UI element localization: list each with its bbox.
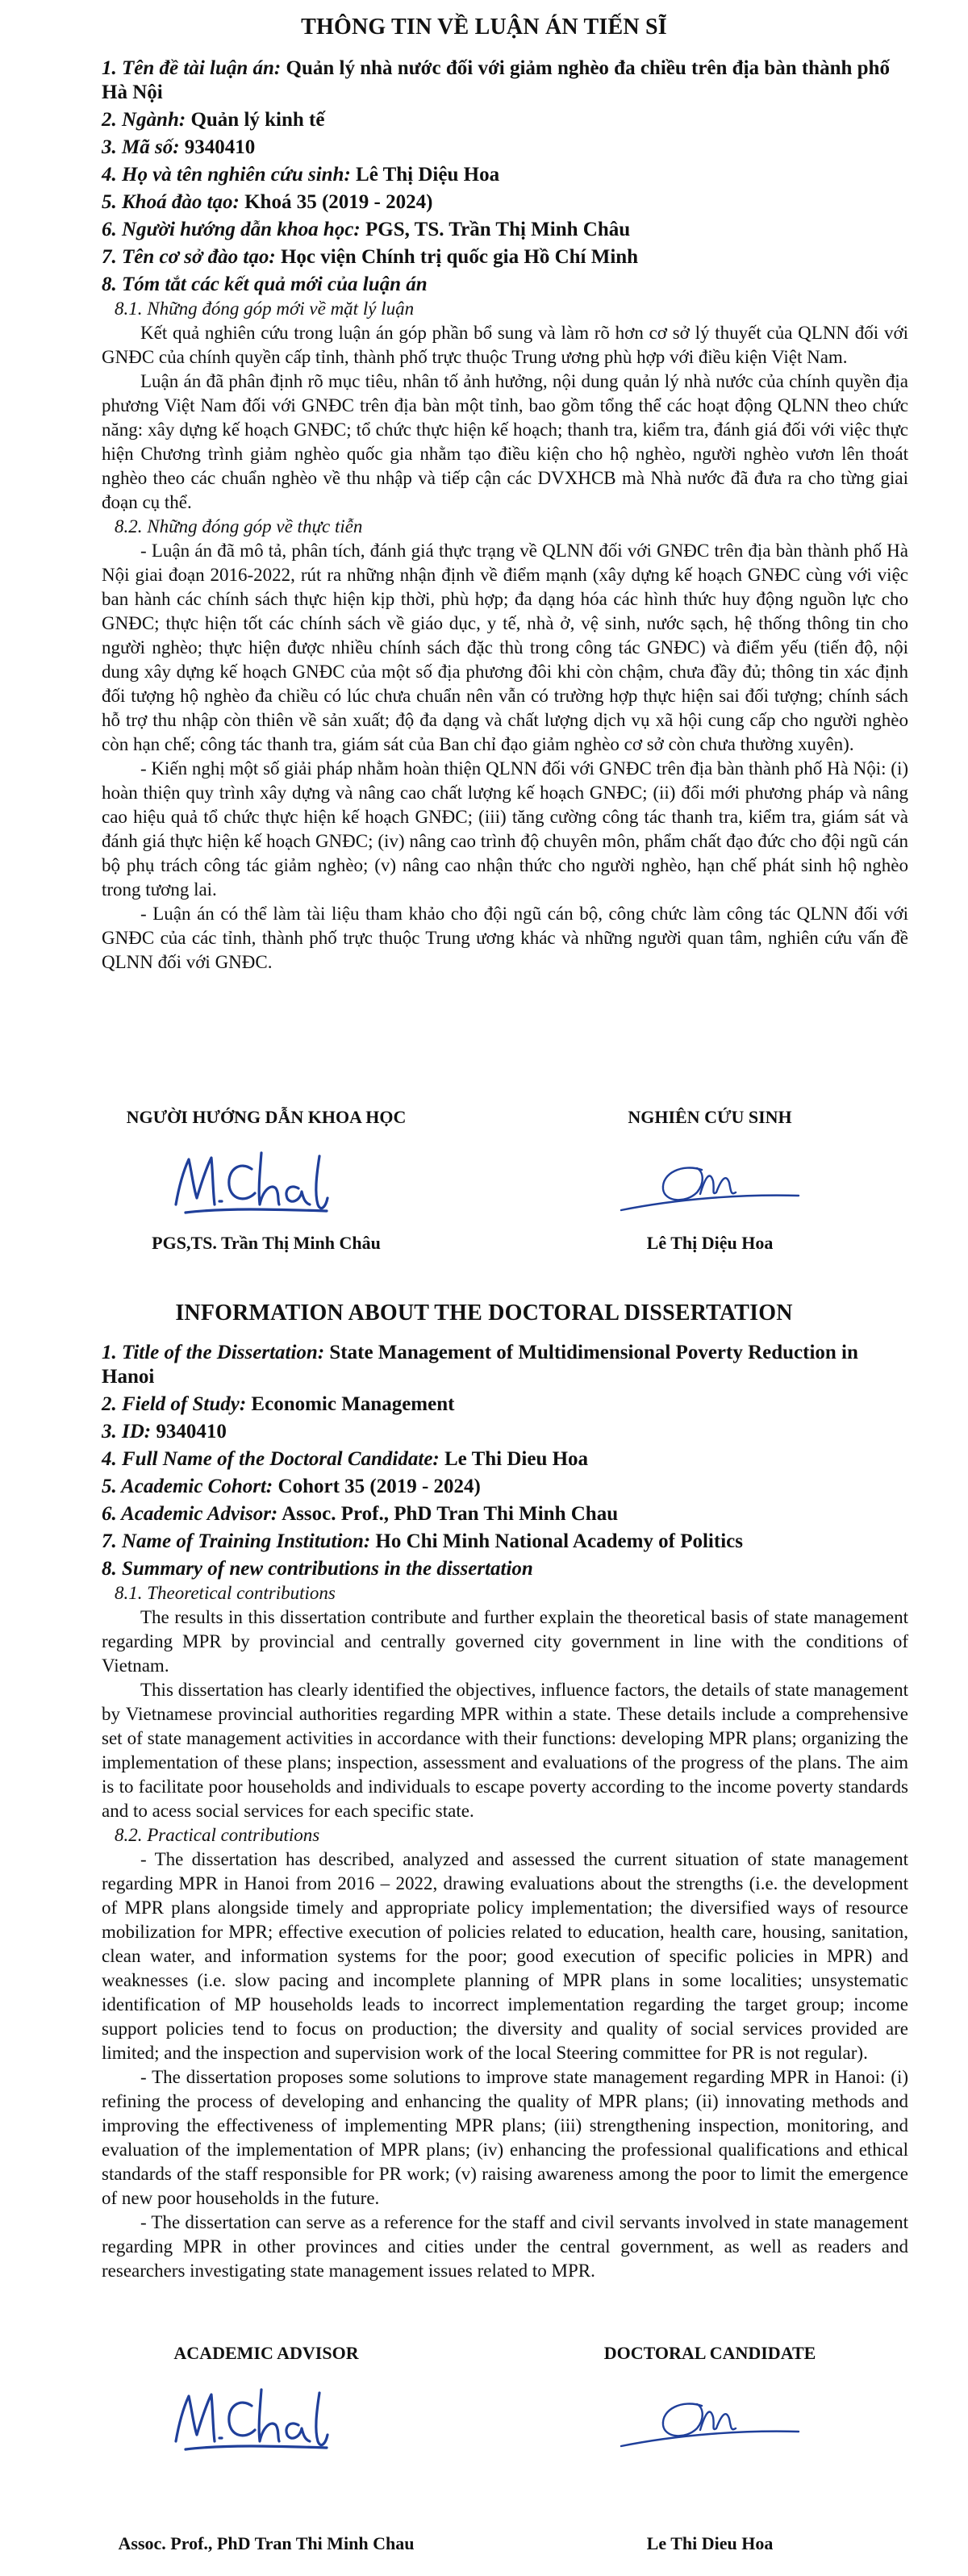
en-field-8: 8. Summary of new contributions in the dissertation	[102, 1558, 533, 1580]
vi-practice-paragraph: - Luận án có thể làm tài liệu tham khảo cho đội ngũ cán bộ, công chức làm công tác QLNN đối với GNĐC của các tỉnh, thành phố trực thuộc Trung ương khác và những người quan tâm, nghiên cứu vấn đề QLNN đối với GNĐC.	[102, 904, 908, 972]
vi-candidate-name: Lê Thị Diệu Hoa	[646, 1233, 774, 1253]
en-candidate-role: DOCTORAL CANDIDATE	[603, 2343, 816, 2363]
vi-fields	[102, 56, 908, 975]
vi-field-3: 3. Mã số: 9340410	[102, 136, 256, 158]
vi-theory-heading: 8.1. Những đóng góp mới về mặt lý luận	[115, 299, 415, 319]
en-field-1: 1. Title of the Dissertation: State Management of Multidimensional Poverty Reduction in Hanoi	[102, 1342, 858, 1388]
vi-field-4: 4. Họ và tên nghiên cứu sinh: Lê Thị Diệu Hoa	[102, 164, 500, 186]
en-field-4: 4. Full Name of the Doctoral Candidate: Le Thi Dieu Hoa	[102, 1448, 589, 1470]
en-advisor-name: Assoc. Prof., PhD Tran Thi Minh Chau	[118, 2533, 415, 2553]
vi-practice-heading: 8.2. Những đóng góp về thực tiễn	[115, 516, 363, 536]
en-field-5: 5. Academic Cohort: Cohort 35 (2019 - 2024)	[102, 1476, 481, 1497]
vi-theory-paragraph: Luận án đã phân định rõ mục tiêu, nhân tố ảnh hưởng, nội dung quản lý nhà nước của chính quyền địa phương Việt Nam đối với GNĐC trên địa bàn một tỉnh, bao gồm tổng thể các hoạt động QLNN theo chức năng: xây dựng kế hoạch GNĐC; tổ chức thực hiện kế hoạch; thanh tra, kiểm tra, đánh giá đối với việc thực hiện Chương trình giảm nghèo quốc gia nhằm tạo điều kiện cho hộ nghèo, người nghèo vươn lên thoát nghèo theo các chuẩn nghèo về thu nhập và tiếp cận các DVXHCB mà Nhà nước đã đưa ra cho từng giai đoạn cụ thể.	[102, 371, 908, 512]
en-advisor-role: ACADEMIC ADVISOR	[173, 2343, 359, 2363]
en-practice-heading: 8.2. Practical contributions	[115, 1825, 320, 1845]
en-candidate-name: Le Thi Dieu Hoa	[646, 2533, 774, 2553]
vi-field-5: 5. Khoá đào tạo: Khoá 35 (2019 - 2024)	[102, 191, 433, 213]
en-field-3: 3. ID: 9340410	[102, 1421, 227, 1442]
en-practice-paragraph: - The dissertation proposes some solutions to improve state management regarding MPR in Hanoi: (i) refining the process of developing and enhancing the quality of MPR plans; (ii) innovating methods and improving the effectiveness of implementing MPR plans; (iii) strengthening inspection, monitoring, and evaluation of the implementation of MPR plans; (iv) enhancing the professional qualifications and ethical standards of the staff responsible for PR work; (v) raising awareness among the poor to limit the emergence of new poor households in the future.	[102, 2067, 908, 2208]
vi-field-8: 8. Tóm tắt các kết quả mới của luận án	[102, 273, 428, 295]
en-practice-paragraph: - The dissertation can serve as a reference for the staff and civil servants involved in state management regarding MPR in other provinces and cities under the central government, as well as readers and researchers investigating state management issues related to MPR.	[102, 2212, 908, 2281]
en-candidate-signature	[605, 2382, 815, 2454]
vi-advisor-signature	[161, 1142, 339, 1222]
en-theory-paragraph: This dissertation has clearly identified the objectives, influence factors, the details of state management by Vietnamese provincial authorities regarding MPR within a state. These details include a comprehensive set of state management activities in accordance with their functions: developing MPR plans; organizing the implementation of these plans; inspection, assessment and evaluations of the progress of the plans. The aim is to facilitate poor households and individuals to escape poverty according to the income poverty standards and to acess social services for each specific state.	[102, 1680, 908, 1821]
vi-advisor-role: NGƯỜI HƯỚNG DẪN KHOA HỌC	[126, 1107, 407, 1127]
vi-theory-paragraph: Kết quả nghiên cứu trong luận án góp phần bổ sung và làm rõ hơn cơ sở lý thuyết của QLNN đối với GNĐC của chính quyền cấp tỉnh, thành phố trực thuộc Trung ương phù hợp với điều kiện Việt Nam.	[102, 323, 908, 367]
en-field-7: 7. Name of Training Institution: Ho Chi Minh National Academy of Politics	[102, 1530, 743, 1552]
vi-field-1: 1. Tên đề tài luận án: Quản lý nhà nước đối với giảm nghèo đa chiều trên địa bàn thành phố Hà Nội	[102, 57, 890, 103]
en-title: INFORMATION ABOUT THE DOCTORAL DISSERTATION	[175, 1301, 793, 1326]
en-field-6: 6. Academic Advisor: Assoc. Prof., PhD Tran Thi Minh Chau	[102, 1503, 619, 1525]
vi-candidate-role: NGHIÊN CỨU SINH	[628, 1107, 792, 1127]
vi-advisor-name: PGS,TS. Trần Thị Minh Châu	[152, 1233, 381, 1253]
vi-practice-paragraph: - Luận án đã mô tả, phân tích, đánh giá thực trạng về QLNN đối với GNĐC trên địa bàn thành phố Hà Nội giai đoạn 2016-2022, rút ra những nhận định về điểm mạnh (xây dựng kế hoạch GNĐC cùng với việc ban hành các chính sách thực hiện kịp thời, phù hợp; đa dạng hóa các hình thức huy động nguồn lực cho GNĐC; thực hiện tốt các chính sách về giáo dục, y tế, nhà ở, vệ sinh, nước sạch, hệ thống thông tin cho người nghèo; thực hiện được nhiều chính sách đặc thù trong công tác GNĐC) và điểm yếu (tiến độ, nội dung xây dựng kế hoạch GNĐC của một số địa phương đôi khi còn chậm, chưa đầy đủ; thông tin xác định đối tượng hộ nghèo đa chiều có lúc chưa chuẩn nên vẫn có trường hợp thực hiện sai đối tượng; chính sách hỗ trợ thu nhập còn thiên về sản xuất; độ đa dạng và chất lượng dịch vụ xã hội cung cấp cho người nghèo còn hạn chế; công tác thanh tra, giám sát của Ban chỉ đạo giảm nghèo cơ sở còn chưa thường xuyên).	[102, 541, 908, 754]
en-theory-heading: 8.1. Theoretical contributions	[115, 1583, 336, 1603]
vi-field-6: 6. Người hướng dẫn khoa học: PGS, TS. Trần Thị Minh Châu	[102, 219, 631, 240]
en-theory-paragraph: The results in this dissertation contribute and further explain the theoretical basis of state management regarding MPR by provincial and centrally governed city government in line with the conditions of Vietnam.	[102, 1607, 908, 1676]
en-practice-paragraph: - The dissertation has described, analyzed and assessed the current situation of state management regarding MPR in Hanoi from 2016 – 2022, drawing evaluations about the strengths (i.e. the development of MPR plans alongside timely and appropriate policy implementation; the diversified ways of resource mobilization for MPR; effective execution of policies related to education, health care, housing, sanitation, clean water, and information systems for the poor; good execution of specific policies in MPR) and weaknesses (i.e. slow pacing and incomplete planning of MPR plans in some localities; unsystematic identification of MP households leads to incorrect implementation regarding the target group; income support policies tend to focus on production; the diversity and quality of social services provided are limited; and the inspection and supervision work of the local Steering committee for PR is not regular).	[102, 1849, 908, 2063]
vi-title: THÔNG TIN VỀ LUẬN ÁN TIẾN SĨ	[301, 15, 667, 40]
en-field-2: 2. Field of Study: Economic Management	[102, 1393, 455, 1415]
vi-candidate-signature	[605, 1146, 815, 1218]
en-advisor-signature	[161, 2378, 339, 2459]
vi-field-2: 2. Ngành: Quản lý kinh tế	[102, 109, 325, 131]
vi-practice-paragraph: - Kiến nghị một số giải pháp nhằm hoàn thiện QLNN đối với GNĐC trên địa bàn thành phố Hà Nội: (i) hoàn thiện quy trình xây dựng và nâng cao chất lượng kế hoạch GNĐC; (ii) đổi mới phương pháp và nâng cao hiệu quả tổ chức thực hiện kế hoạch GNĐC; (iii) tăng cường công tác thanh tra, kiểm tra, giám sát và đánh giá thực hiện kế hoạch GNĐC; (iv) nâng cao trình độ chuyên môn, phẩm chất đạo đức cho đội ngũ cán bộ phụ trách công tác giảm nghèo; (v) nâng cao nhận thức cho người nghèo, hạn chế phát sinh hộ nghèo trong tương lai.	[102, 758, 908, 900]
en-fields	[102, 1341, 908, 2283]
vi-field-7: 7. Tên cơ sở đào tạo: Học viện Chính trị quốc gia Hồ Chí Minh	[102, 246, 639, 268]
